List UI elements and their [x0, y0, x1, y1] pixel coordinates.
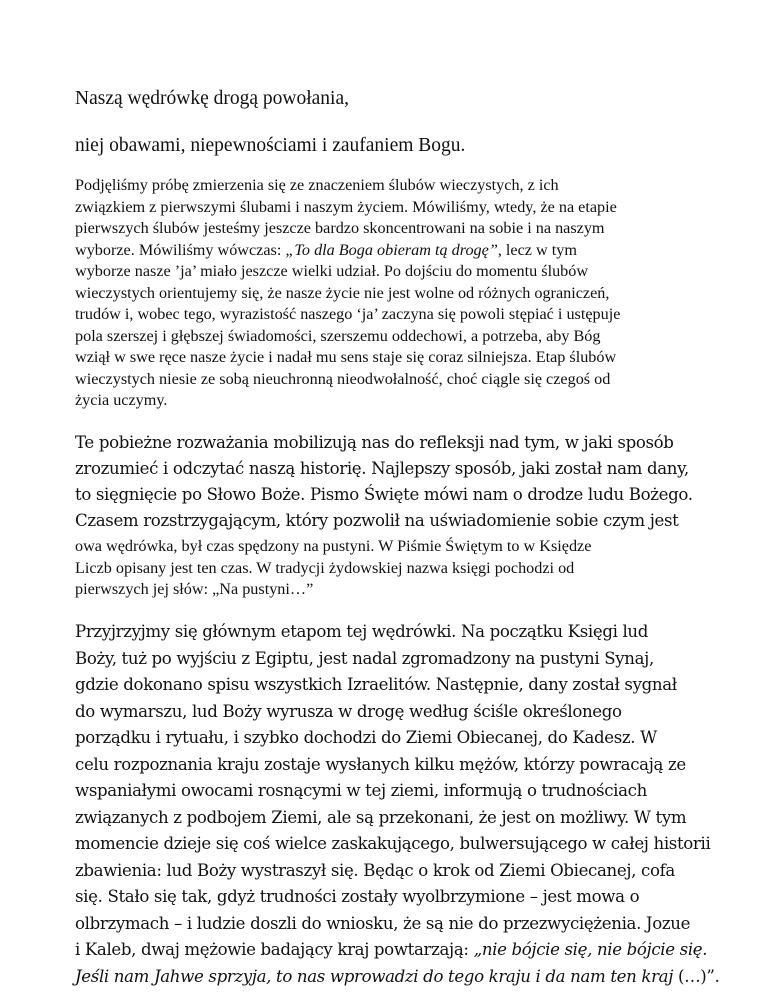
- text: (…)”.: [673, 966, 720, 986]
- text-line: momencie dzieje się coś wielce zaskakującego, bulwersującego w całej historii: [75, 834, 711, 853]
- text-line: wyborze nasze ’ja’ miało jeszcze wielki udział. Po dojściu do momentu ślubów: [75, 262, 589, 280]
- text-line: [75, 241, 577, 260]
- text-line: Przyjrzyjmy się głównym etapom tej wędrówki. Na początku Księgi lud: [75, 622, 649, 641]
- text-line: Liczb opisany jest ten czas. W tradycji żydowskiej nazwa księgi pochodzi od: [75, 558, 575, 577]
- text: wyborze. Mówiliśmy wówczas:: [75, 240, 286, 259]
- text-line: związanych z podbojem Ziemi, ale są przekonani, że jest on możliwy. W tym: [75, 807, 687, 827]
- text-line: porządku i rytuału, i szybko dochodzi do Ziemi Obiecanej, do Kadesz. W: [75, 728, 657, 747]
- text-line: pierwszych jej słów: „Na pustyni…”: [75, 580, 314, 598]
- text-line: wieczystych niesie ze sobą nieuchronną nieodwołalność, choć ciągle się czegoś od: [75, 369, 611, 388]
- text-line: zrozumieć i odczytać naszą historię. Najlepszy sposób, jaki został nam dany,: [75, 459, 689, 478]
- text-line: wieczystych orientujemy się, że nasze życie nie jest wolne od różnych ograniczeń,: [75, 283, 610, 302]
- text-line: Te pobieżne rozważania mobilizują nas do refleksji nad tym, w jaki sposób: [75, 433, 674, 452]
- italic-quote: „nie bójcie się, nie bójcie się.: [473, 940, 708, 959]
- text-line: to sięgnięcie po Słowo Boże. Pismo Święte mówi nam o drodze ludu Bożego.: [75, 485, 693, 504]
- italic-quote: „To dla Boga obieram tą drogę”,: [285, 240, 502, 259]
- text: i Kaleb, dwaj mężowie badający kraj powtarzają:: [75, 940, 474, 959]
- text-line: wspaniałymi owocami rosnącymi w tej ziemi, informują o trudnościach: [75, 781, 647, 800]
- text-line: Podjęliśmy próbę zmierzenia się ze znaczeniem ślubów wieczystych, z ich: [75, 176, 559, 194]
- text: lecz w tym: [501, 240, 577, 259]
- text-line: się. Stało się tak, gdyż trudności zostały wyolbrzymione – jest mowa o: [75, 887, 640, 906]
- text-line: owa wędrówka, był czas spędzony na pustyni. W Piśmie Świętym to w Księdze: [75, 537, 592, 555]
- text-line: związkiem z pierwszymi ślubami i naszym życiem. Mówiliśmy, wtedy, że na etapie: [75, 197, 617, 216]
- text-line: pola szerszej i głębszej świadomości, szerszemu oddechowi, a potrzeba, aby Bóg: [75, 326, 601, 345]
- text-line: olbrzymach – i ludzie doszli do wniosku, że są nie do przezwyciężenia. Jozue: [75, 913, 691, 933]
- text-line: wziął w swe ręce nasze życie i nadał mu sens staje się coraz silniejsza. Etap ślubów: [75, 348, 617, 366]
- text-line: celu rozpoznania kraju zostaje wysłanych kilku mężów, którzy powracają ze: [75, 754, 686, 774]
- text-line: do wymarszu, lud Boży wyrusza w drogę według ściśle określonego: [75, 701, 622, 721]
- heading-line: Naszą wędrówkę drogą powołania,: [75, 88, 349, 109]
- text-line: zbawienia: lud Boży wystraszył się. Będąc o krok od Ziemi Obiecanej, cofa: [75, 860, 675, 880]
- text-line: gdzie dokonano spisu wszystkich Izraelitów. Następnie, dany został sygnał: [75, 675, 677, 694]
- italic-quote: Jeśli nam Jahwe sprzyja, to nas wprowadzi do tego kraju i da nam ten kraj: [75, 966, 674, 986]
- text-line: [75, 940, 707, 959]
- text-line: życia uczymy.: [75, 391, 168, 409]
- heading-line: niej obawami, niepewnościami i zaufaniem Bogu.: [75, 135, 466, 156]
- text-line: Czasem rozstrzygającym, który pozwolił na uświadomienie sobie czym jest: [75, 511, 679, 530]
- text-line: Boży, tuż po wyjściu z Egiptu, jest nadal zgromadzony na pustyni Synaj,: [75, 648, 654, 668]
- text-line: [75, 967, 720, 986]
- text-line: pierwszych ślubów jesteśmy jeszcze bardzo skoncentrowani na sobie i na naszym: [75, 219, 605, 237]
- text-line: trudów i, wobec tego, wyrazistość naszego ‘ja’ zaczyna się powoli stępiać i ustępuje: [75, 305, 621, 323]
